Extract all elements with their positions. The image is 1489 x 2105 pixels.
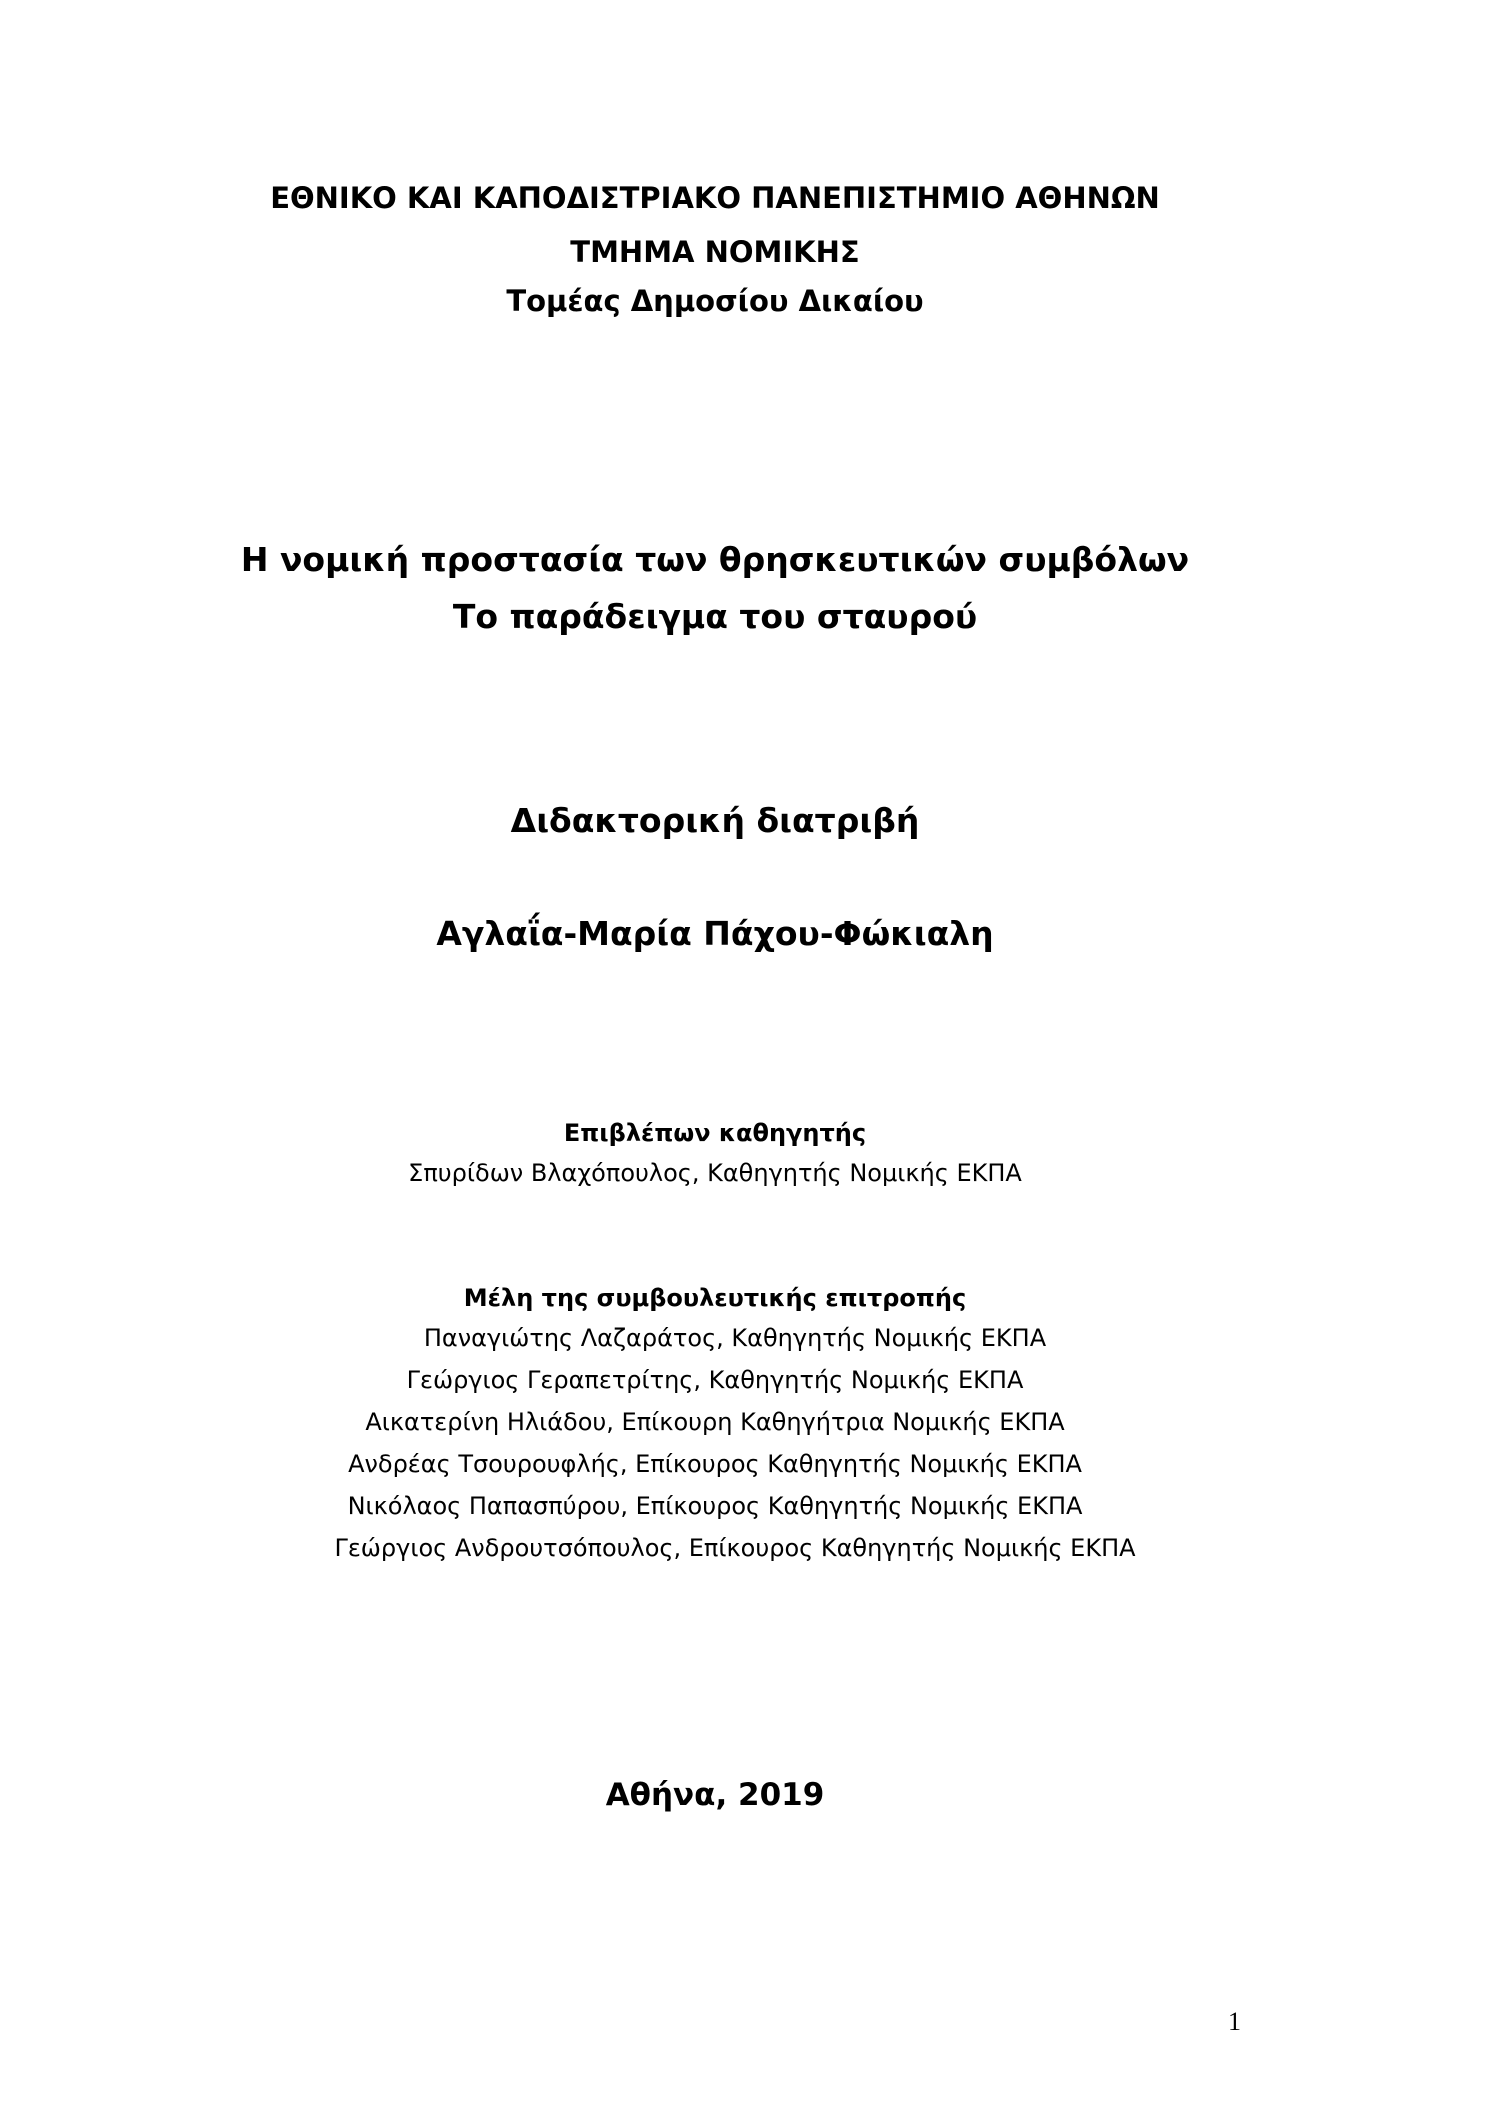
- committee-member: Γεώργιος Ανδρουτσόπουλος, Επίκουρος Καθηγητής Νομικής ΕΚΠΑ: [334, 1534, 1136, 1562]
- section-name: Τομέας Δημοσίου Δικαίου: [506, 284, 924, 318]
- author-name: Αγλαΐα-Μαρία Πάχου-Φώκιαλη: [436, 914, 994, 953]
- committee-member: Αικατερίνη Ηλιάδου, Επίκουρη Καθηγήτρια Νομικής ΕΚΠΑ: [365, 1408, 1065, 1436]
- committee-heading: Μέλη της συμβουλευτικής επιτροπής: [463, 1284, 967, 1312]
- thesis-subtitle: Το παράδειγμα του σταυρού: [452, 597, 978, 636]
- page-number: 1: [1228, 2007, 1241, 2036]
- committee-member: Παναγιώτης Λαζαράτος, Καθηγητής Νομικής ΕΚΠΑ: [423, 1324, 1047, 1352]
- supervisor-heading: Επιβλέπων καθηγητής: [563, 1119, 867, 1147]
- supervisor-name: Σπυρίδων Βλαχόπουλος, Καθηγητής Νομικής ΕΚΠΑ: [408, 1159, 1022, 1187]
- thesis-title: Η νομική προστασία των θρησκευτικών συμβόλων: [240, 540, 1190, 579]
- university-name: ΕΘΝΙΚΟ ΚΑΙ ΚΑΠΟΔΙΣΤΡΙΑΚΟ ΠΑΝΕΠΙΣΤΗΜΙΟ ΑΘΗΝΩΝ: [270, 181, 1160, 215]
- department-name: ΤΜΗΜΑ ΝΟΜΙΚΗΣ: [570, 235, 860, 269]
- document-type: Διδακτορική διατριβή: [510, 801, 920, 840]
- place-and-year: Αθήνα, 2019: [605, 1777, 825, 1813]
- committee-member: Γεώργιος Γεραπετρίτης, Καθηγητής Νομικής ΕΚΠΑ: [406, 1366, 1024, 1394]
- committee-member: Ανδρέας Τσουρουφλής, Επίκουρος Καθηγητής Νομικής ΕΚΠΑ: [348, 1450, 1082, 1478]
- committee-member: Νικόλαος Παπασπύρου, Επίκουρος Καθηγητής Νομικής ΕΚΠΑ: [347, 1492, 1083, 1520]
